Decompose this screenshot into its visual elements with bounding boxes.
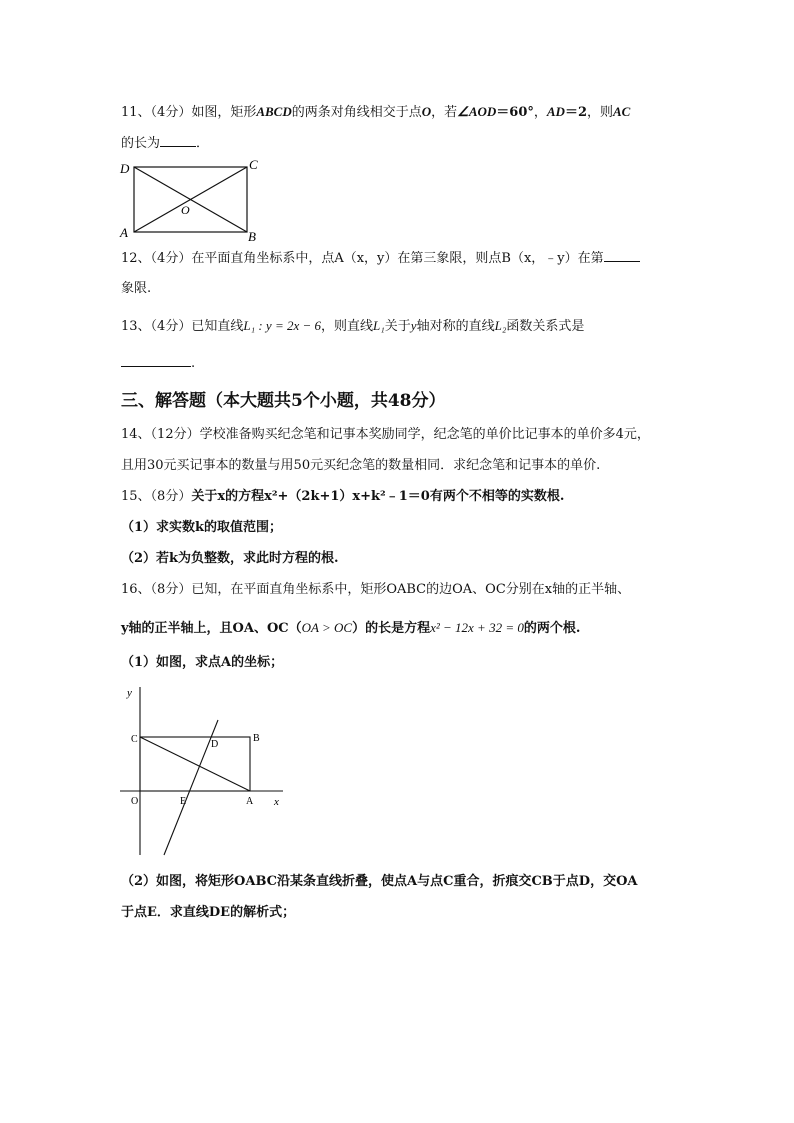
q16-line2 (121, 619, 580, 638)
section-heading: 三、解答题（本大题共5个小题，共48分） (121, 391, 446, 411)
label-b: B (253, 733, 260, 744)
fold-line-de (164, 720, 218, 855)
q13-line2 (121, 354, 195, 373)
answer-blank[interactable] (160, 134, 196, 147)
q11-line1 (121, 103, 630, 122)
q16-sub1: （1）如图，求点A的坐标； (121, 655, 284, 670)
q16-text: 已知，在平面直角坐标系中，矩形OABC的边OA、OC分别在x轴的正半轴、 (191, 582, 631, 597)
label-d: D (211, 739, 219, 750)
q16-sub2-line1: （2）如图，将矩形OABC沿某条直线折叠，使点A与点C重合，折痕交CB于点D，交OA (121, 874, 638, 889)
q12-text: 象限. (121, 281, 152, 296)
label-o: O (131, 796, 139, 807)
answer-blank[interactable] (604, 249, 640, 262)
segment-ca (140, 737, 250, 791)
q14-number: 14、 (121, 427, 151, 442)
q15-text: 关于x的方程x²+（2k+1）x+k²﹣1＝0有两个不相等的实数根. (191, 489, 565, 504)
label-c: C (249, 157, 258, 172)
label-b: B (248, 229, 256, 244)
q13-score: （4分） (150, 319, 192, 334)
q16-line1 (121, 581, 630, 599)
q12-line1 (121, 249, 640, 268)
q15-line1 (121, 488, 564, 506)
q14-text: 且用30元买记事本的数量与用50元买纪念笔的数量相同．求纪念笔和记事本的单价. (121, 458, 601, 473)
label-d: D (120, 161, 130, 176)
q16-condition: OA > OC (301, 620, 353, 635)
q11-text: ，则 (587, 105, 614, 120)
label-c: C (131, 734, 138, 745)
q13-text: 函数关系式是 (506, 319, 585, 334)
q13-y: y (410, 318, 417, 333)
q11-line2 (121, 134, 209, 153)
q13-number: 13、 (121, 319, 151, 334)
q13-text: ，则直线 (321, 319, 374, 334)
q16-number: 16、 (121, 582, 151, 597)
label-e: E (180, 796, 187, 807)
q13-line1 (121, 317, 584, 336)
q11-angle: ∠AOD (457, 104, 497, 119)
q11-score: （4分） (150, 105, 192, 120)
q11-text: 如图，矩形 (191, 105, 257, 120)
q15-number: 15、 (121, 489, 151, 504)
q13-end: . (191, 356, 196, 371)
q16-coordinate-figure (118, 685, 293, 857)
q11-rectangle-figure (115, 155, 265, 244)
q11-text: 的长为 (121, 136, 161, 151)
q13-text: 关于 (384, 319, 411, 334)
q15-sub2: （2）若k为负整数，求此时方程的根. (121, 551, 339, 566)
q11-text: ， (533, 105, 547, 120)
q11-eq2: ＝2 (564, 105, 587, 120)
q14-line2 (121, 457, 600, 475)
q14-line1 (121, 426, 650, 444)
q11-eq60: ＝60° (496, 105, 534, 120)
q13-l1: L₁ (373, 318, 385, 333)
q16-text: ）的长是方程 (352, 621, 431, 636)
q12-number: 12、 (121, 251, 151, 266)
q12-text: 在平面直角坐标系中，点A（x，y）在第三象限，则点B（x，﹣y）在第 (191, 251, 604, 266)
q15-score: （8分） (150, 489, 192, 504)
q11-ad: AD (546, 104, 565, 119)
q13-equation: L₁ : y = 2x − 6 (243, 318, 322, 333)
q13-text: 已知直线 (191, 319, 244, 334)
answer-blank[interactable] (121, 354, 191, 367)
q13-text: 轴对称的直线 (416, 319, 495, 334)
q12-line2 (121, 280, 151, 298)
label-x: x (274, 796, 279, 808)
q16-text: y轴的正半轴上，且OA、OC（ (121, 621, 302, 636)
q14-text: 学校准备购买纪念笔和记事本奖励同学，纪念笔的单价比记事本的单价多4元， (199, 427, 650, 442)
q11-ac: AC (613, 104, 631, 119)
q11-end: ． (196, 136, 210, 151)
label-a: A (120, 225, 128, 240)
q12-score: （4分） (150, 251, 192, 266)
label-y: y (127, 687, 132, 699)
q16-sub2-line2: 于点E．求直线DE的解析式； (121, 905, 296, 920)
q16-text: 的两个根. (523, 621, 581, 636)
q16-equation: x² − 12x + 32 = 0 (430, 620, 524, 635)
q11-number: 11、 (121, 105, 151, 120)
q13-l2: L₂ (494, 318, 507, 333)
q14-score: （12分） (150, 427, 200, 442)
label-a: A (246, 796, 254, 807)
q11-o: O (421, 104, 432, 119)
label-o: O (181, 203, 190, 217)
q11-text: ，若 (431, 105, 458, 120)
q16-score: （8分） (150, 582, 192, 597)
q11-abcd: ABCD (256, 104, 292, 119)
q15-sub1: （1）求实数k的取值范围； (121, 520, 283, 535)
q11-text: 的两条对角线相交于点 (291, 105, 422, 120)
